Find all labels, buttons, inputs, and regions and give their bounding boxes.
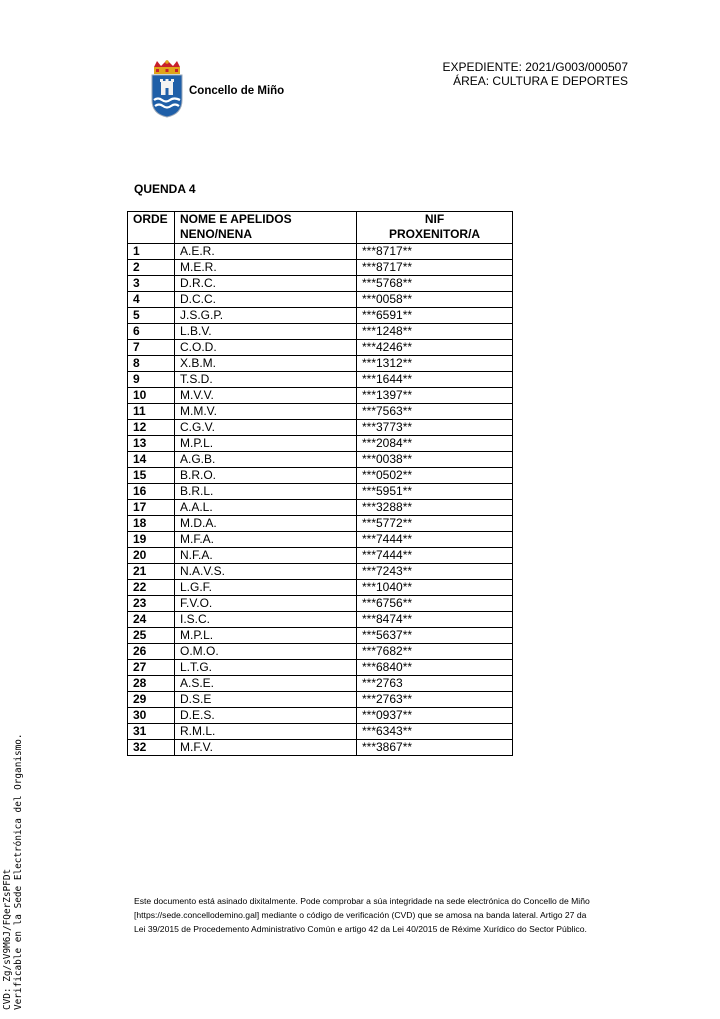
footer-line: Lei 39/2015 de Procedemento Administrativo Común e artigo 42 da Lei 40/2015 de Réxime Xurídico do Sector Público. <box>134 924 587 934</box>
table-row <box>128 612 513 628</box>
cell-name: M.E.R. <box>175 260 357 276</box>
cell-nif: ***7243** <box>357 564 513 580</box>
verification-text: Verificable en la Sede Electrónica del Organismo. <box>13 733 24 1010</box>
cell-name: A.S.E. <box>175 676 357 692</box>
cell-orde: 2 <box>128 260 175 276</box>
cell-name: M.V.V. <box>175 388 357 404</box>
cell-orde: 6 <box>128 324 175 340</box>
cell-orde: 31 <box>128 724 175 740</box>
cell-name: X.B.M. <box>175 356 357 372</box>
table-row <box>128 708 513 724</box>
cell-name: M.D.A. <box>175 516 357 532</box>
cell-name: I.S.C. <box>175 612 357 628</box>
cell-name: N.A.V.S. <box>175 564 357 580</box>
cell-name: B.R.O. <box>175 468 357 484</box>
cell-orde: 15 <box>128 468 175 484</box>
cell-nif: ***8474** <box>357 612 513 628</box>
table-row <box>128 404 513 420</box>
cell-orde: 24 <box>128 612 175 628</box>
cell-name: L.T.G. <box>175 660 357 676</box>
cell-orde: 26 <box>128 644 175 660</box>
cell-orde: 5 <box>128 308 175 324</box>
table-row <box>128 484 513 500</box>
cell-orde: 7 <box>128 340 175 356</box>
cell-name: N.F.A. <box>175 548 357 564</box>
cell-orde: 25 <box>128 628 175 644</box>
cell-nif: ***8717** <box>357 244 513 260</box>
cell-name: T.S.D. <box>175 372 357 388</box>
cell-nif: ***7682** <box>357 644 513 660</box>
cell-nif: ***1248** <box>357 324 513 340</box>
cell-nif: ***8717** <box>357 260 513 276</box>
cell-orde: 16 <box>128 484 175 500</box>
cell-orde: 13 <box>128 436 175 452</box>
header-name-line1: NOME E APELIDOS <box>180 212 292 226</box>
cell-orde: 8 <box>128 356 175 372</box>
header-orde: ORDE <box>128 212 175 244</box>
section-title: QUENDA 4 <box>134 182 196 196</box>
cell-nif: ***0058** <box>357 292 513 308</box>
cell-orde: 23 <box>128 596 175 612</box>
table-row <box>128 676 513 692</box>
cell-name: A.G.B. <box>175 452 357 468</box>
cell-name: B.R.L. <box>175 484 357 500</box>
table-row <box>128 292 513 308</box>
cell-nif: ***6591** <box>357 308 513 324</box>
cell-nif: ***3288** <box>357 500 513 516</box>
cell-name: D.C.C. <box>175 292 357 308</box>
table-row <box>128 244 513 260</box>
cell-nif: ***5772** <box>357 516 513 532</box>
signature-notice <box>134 894 634 936</box>
cell-orde: 20 <box>128 548 175 564</box>
cell-orde: 27 <box>128 660 175 676</box>
table-row <box>128 276 513 292</box>
cell-name: A.E.R. <box>175 244 357 260</box>
cell-orde: 18 <box>128 516 175 532</box>
table-row <box>128 692 513 708</box>
table-row <box>128 596 513 612</box>
cell-orde: 17 <box>128 500 175 516</box>
cell-orde: 19 <box>128 532 175 548</box>
cell-nif: ***4246** <box>357 340 513 356</box>
cell-nif: ***0937** <box>357 708 513 724</box>
cell-nif: ***2084** <box>357 436 513 452</box>
table-row <box>128 500 513 516</box>
cell-nif: ***7444** <box>357 548 513 564</box>
table-row <box>128 468 513 484</box>
cell-orde: 30 <box>128 708 175 724</box>
cell-name: M.F.V. <box>175 740 357 756</box>
cell-orde: 3 <box>128 276 175 292</box>
cell-name: D.R.C. <box>175 276 357 292</box>
cell-nif: ***1312** <box>357 356 513 372</box>
table-row <box>128 532 513 548</box>
cell-name: L.G.F. <box>175 580 357 596</box>
cell-name: D.S.E <box>175 692 357 708</box>
cell-name: C.O.D. <box>175 340 357 356</box>
cell-orde: 21 <box>128 564 175 580</box>
cell-name: C.G.V. <box>175 420 357 436</box>
cell-orde: 22 <box>128 580 175 596</box>
cell-nif: ***3867** <box>357 740 513 756</box>
table-row <box>128 580 513 596</box>
cell-orde: 1 <box>128 244 175 260</box>
file-reference <box>443 60 628 88</box>
cell-nif: ***7444** <box>357 532 513 548</box>
table-row <box>128 452 513 468</box>
cell-orde: 4 <box>128 292 175 308</box>
cell-orde: 29 <box>128 692 175 708</box>
cell-name: J.S.G.P. <box>175 308 357 324</box>
table-row <box>128 740 513 756</box>
cell-nif: ***5951** <box>357 484 513 500</box>
cell-nif: ***0502** <box>357 468 513 484</box>
table-row <box>128 564 513 580</box>
cell-orde: 28 <box>128 676 175 692</box>
cell-nif: ***5768** <box>357 276 513 292</box>
header-nif-line1: NIF <box>424 212 445 226</box>
table-row <box>128 372 513 388</box>
cell-name: M.F.A. <box>175 532 357 548</box>
header-nif-line2: PROXENITOR/A <box>388 227 481 241</box>
table-row <box>128 308 513 324</box>
organization-logo <box>148 60 288 120</box>
table-row <box>128 724 513 740</box>
cell-orde: 12 <box>128 420 175 436</box>
expediente-number: EXPEDIENTE: 2021/G003/000507 <box>442 60 628 74</box>
table-row <box>128 356 513 372</box>
table-row <box>128 340 513 356</box>
table-row <box>128 436 513 452</box>
footer-line: Este documento está asinado dixitalmente. Pode comprobar a súa integridade na sede electrónica do Concello de Miño <box>134 896 590 906</box>
cell-name: F.V.O. <box>175 596 357 612</box>
table-row <box>128 516 513 532</box>
cell-name: D.E.S. <box>175 708 357 724</box>
header-name <box>175 212 357 244</box>
cell-nif: ***6343** <box>357 724 513 740</box>
header-name-line2: NENO/NENA <box>180 227 253 241</box>
cell-name: A.A.L. <box>175 500 357 516</box>
table-row <box>128 388 513 404</box>
cell-name: M.M.V. <box>175 404 357 420</box>
cell-nif: ***2763 <box>357 676 513 692</box>
cell-name: M.P.L. <box>175 436 357 452</box>
footer-line: [https://sede.concellodemino.gal] mediante o código de verificación (CVD) que se amosa na banda lateral. Artigo 27 da <box>134 910 587 920</box>
cell-nif: ***1040** <box>357 580 513 596</box>
cell-name: M.P.L. <box>175 628 357 644</box>
cell-nif: ***2763** <box>357 692 513 708</box>
cell-nif: ***0038** <box>357 452 513 468</box>
header-nif <box>357 212 513 244</box>
table-row <box>128 324 513 340</box>
cell-name: L.B.V. <box>175 324 357 340</box>
table-header-row <box>128 212 513 244</box>
roster-table <box>127 211 513 756</box>
cell-orde: 10 <box>128 388 175 404</box>
table-body <box>128 244 513 756</box>
cell-name: O.M.O. <box>175 644 357 660</box>
verification-band <box>2 733 24 1010</box>
table-row <box>128 644 513 660</box>
cvd-code: CVD: Zg/sV9M6J/FQerZsPFDt <box>2 868 13 1010</box>
cell-nif: ***1644** <box>357 372 513 388</box>
area-label: ÁREA: CULTURA E DEPORTES <box>453 74 628 88</box>
cell-orde: 11 <box>128 404 175 420</box>
table-row <box>128 628 513 644</box>
organization-name: Concello de Miño <box>189 85 285 97</box>
cell-nif: ***7563** <box>357 404 513 420</box>
table-row <box>128 548 513 564</box>
cell-nif: ***5637** <box>357 628 513 644</box>
cell-orde: 32 <box>128 740 175 756</box>
cell-nif: ***3773** <box>357 420 513 436</box>
table-row <box>128 260 513 276</box>
table-row <box>128 420 513 436</box>
cell-nif: ***6840** <box>357 660 513 676</box>
cell-orde: 14 <box>128 452 175 468</box>
table-row <box>128 660 513 676</box>
crest-icon <box>148 60 186 118</box>
cell-orde: 9 <box>128 372 175 388</box>
cell-nif: ***1397** <box>357 388 513 404</box>
cell-nif: ***6756** <box>357 596 513 612</box>
cell-name: R.M.L. <box>175 724 357 740</box>
